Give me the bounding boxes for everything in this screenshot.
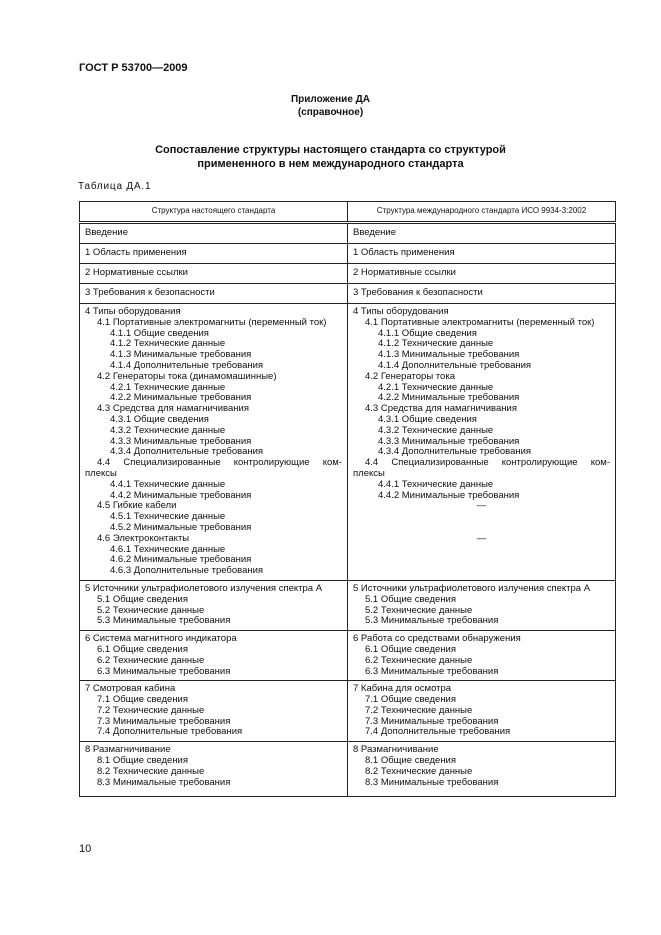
list-item: 4.1.1 Общие сведения (378, 327, 477, 339)
list-item: 4.1.1 Общие сведения (110, 327, 209, 339)
table-cell (80, 580, 348, 630)
list-item: 8.1 Общие сведения (97, 755, 189, 767)
table-cell: Введение (80, 223, 348, 244)
list-item: 4.5 Гибкие кабели (97, 500, 177, 512)
document-header: ГОСТ Р 53700—2009 (79, 62, 188, 74)
list-item: 5.1 Общие сведения (97, 593, 189, 605)
list-item-justified (85, 458, 342, 469)
annex-heading (0, 93, 661, 119)
table-cell: 3 Требования к безопасности (348, 284, 616, 304)
list-item: 8.2 Технические данные (365, 765, 473, 777)
text-fragment: 4.4 (97, 457, 111, 469)
table-cell (80, 631, 348, 681)
table-row (80, 304, 616, 581)
page-number: 10 (79, 843, 92, 855)
list-item: 4.3 Средства для намагничивания (365, 403, 517, 415)
column-header-international: Структура международного стандарта ИСО 9934-3:2002 (348, 202, 616, 223)
list-item: 4.1 Портативные электромагниты (переменный ток) (365, 316, 595, 328)
table-cell: 3 Требования к безопасности (80, 284, 348, 304)
table-cell: 1 Область применения (348, 244, 616, 264)
list-item: 4.3.1 Общие сведения (110, 413, 209, 425)
list-item: 7.4 Дополнительные требования (365, 726, 511, 738)
table-caption: Таблица ДА.1 (78, 181, 152, 192)
list-item: 5.3 Минимальные требования (365, 615, 499, 627)
list-item: 6.2 Технические данные (365, 654, 473, 666)
text-fragment: ком- (322, 457, 342, 469)
list-item: 4.4.1 Технические данные (110, 478, 226, 490)
list-item: 5 Источники ультрафиолетового излучения спектра А (353, 582, 591, 594)
list-item: 4.4.2 Минимальные требования (110, 489, 252, 501)
list-item: 4.2.1 Технические данные (110, 381, 226, 393)
list-item: 7.3 Минимальные требования (365, 715, 499, 727)
list-item: 4.4.1 Технические данные (378, 478, 494, 490)
list-item: 7.3 Минимальные требования (97, 715, 231, 727)
list-item: 6 Работа со средствами обнаружения (353, 633, 521, 645)
list-item: 6.1 Общие сведения (97, 643, 189, 655)
list-item: 4.1.3 Минимальные требования (110, 349, 252, 361)
list-item: 4 Типы оборудования (353, 306, 449, 317)
list-item: 4.3.3 Минимальные требования (378, 435, 520, 447)
list-item: 4.3.1 Общие сведения (378, 413, 477, 425)
table-cell (348, 742, 616, 797)
list-item: 7.1 Общие сведения (97, 694, 189, 706)
list-item: 8 Размагничивание (85, 744, 171, 756)
list-item: 5.1 Общие сведения (365, 593, 457, 605)
table-row (80, 631, 616, 681)
table-row (80, 681, 616, 742)
dash-placeholder: — (476, 532, 487, 544)
column-header-national: Структура настоящего стандарта (80, 202, 348, 223)
list-item: плексы (85, 467, 117, 479)
section-title (0, 143, 661, 171)
text-fragment: 4.4 (365, 457, 379, 469)
table-row (80, 284, 616, 304)
text-fragment: контролирующие (501, 457, 578, 469)
list-item: 4.6.3 Дополнительные требования (110, 565, 264, 577)
list-item: 4.3.4 Дополнительные требования (378, 446, 532, 458)
list-item: 5.2 Технические данные (97, 604, 205, 616)
list-item-justified (353, 458, 610, 469)
list-item: 7 Кабина для осмотра (353, 683, 452, 695)
list-item: 8.2 Технические данные (97, 765, 205, 777)
list-item: 6.3 Минимальные требования (365, 665, 499, 677)
list-item: 4.2.2 Минимальные требования (110, 392, 252, 404)
table-header-row (80, 202, 616, 223)
annex-subtitle: (справочное) (297, 107, 364, 118)
text-fragment: Специализированные (391, 457, 489, 469)
list-item: 4.1.2 Технические данные (378, 338, 494, 350)
list-item: 4.2 Генераторы тока (динамомашинные) (97, 370, 277, 382)
list-item: 4.6.1 Технические данные (110, 543, 226, 555)
list-item: 4.5.2 Минимальные требования (110, 521, 252, 533)
list-item: 4.6.2 Минимальные требования (110, 554, 252, 566)
table-cell (348, 580, 616, 630)
table-cell (80, 742, 348, 797)
list-item: 4.2.1 Технические данные (378, 381, 494, 393)
list-item: 4.1.4 Дополнительные требования (110, 359, 264, 371)
list-item: 7.4 Дополнительные требования (97, 726, 243, 738)
table-row (80, 580, 616, 630)
list-item: 4.1.3 Минимальные требования (378, 349, 520, 361)
table-row (80, 264, 616, 284)
list-item: 4.1.4 Дополнительные требования (378, 359, 532, 371)
list-item: 4.2 Генераторы тока (365, 370, 455, 382)
dash-placeholder: — (476, 500, 487, 512)
table-cell (348, 631, 616, 681)
list-item: плексы (353, 467, 385, 479)
list-item: 4.3 Средства для намагничивания (97, 403, 249, 415)
list-item: 6.3 Минимальные требования (97, 665, 231, 677)
table-cell (80, 681, 348, 742)
list-item: 4.4.2 Минимальные требования (378, 489, 520, 501)
list-item: 5.3 Минимальные требования (97, 615, 231, 627)
list-item: 4.3.3 Минимальные требования (110, 435, 252, 447)
annex-title: Приложение ДА (290, 94, 371, 105)
list-item: 8 Размагничивание (353, 744, 439, 756)
list-item: 4.1 Портативные электромагниты (переменный ток) (97, 316, 327, 328)
list-item: 4.5.1 Технические данные (110, 511, 226, 523)
list-item: 5.2 Технические данные (365, 604, 473, 616)
list-item: 4 Типы оборудования (85, 306, 181, 317)
section-title-line-1: Сопоставление структуры настоящего стандарта со структурой (155, 144, 506, 156)
section-title-line-2: примененного в нем международного стандарта (197, 158, 464, 170)
list-item: 5 Источники ультрафиолетового излучения спектра А (85, 582, 323, 594)
list-item: 7 Смотровая кабина (85, 683, 176, 695)
list-item: 8.3 Минимальные требования (97, 776, 231, 788)
table-cell (348, 681, 616, 742)
list-item: 8.1 Общие сведения (365, 755, 457, 767)
table-row (80, 742, 616, 797)
list-item: 7.1 Общие сведения (365, 694, 457, 706)
list-item: 8.3 Минимальные требования (365, 776, 499, 788)
table-cell: 2 Нормативные ссылки (80, 264, 348, 284)
list-item: 6.2 Технические данные (97, 654, 205, 666)
table-cell (348, 304, 616, 581)
comparison-table (79, 201, 616, 797)
list-item: 4.3.2 Технические данные (110, 424, 226, 436)
list-item: 4.6 Электроконтакты (97, 532, 190, 544)
table-row (80, 223, 616, 244)
list-item: 6.1 Общие сведения (365, 643, 457, 655)
table-row (80, 244, 616, 264)
blank-line (353, 512, 610, 523)
table-cell: 1 Область применения (80, 244, 348, 264)
text-fragment: ком- (590, 457, 610, 469)
list-item: 4.3.4 Дополнительные требования (110, 446, 264, 458)
text-fragment: контролирующие (233, 457, 310, 469)
list-item: 4.3.2 Технические данные (378, 424, 494, 436)
table-cell: Введение (348, 223, 616, 244)
list-item: 4.1.2 Технические данные (110, 338, 226, 350)
table-cell (80, 304, 348, 581)
list-item: 6 Система магнитного индикатора (85, 633, 237, 645)
list-item: 7.2 Технические данные (97, 704, 205, 716)
list-item: 7.2 Технические данные (365, 704, 473, 716)
list-item: 4.2.2 Минимальные требования (378, 392, 520, 404)
table-cell: 2 Нормативные ссылки (348, 264, 616, 284)
text-fragment: Специализированные (123, 457, 221, 469)
